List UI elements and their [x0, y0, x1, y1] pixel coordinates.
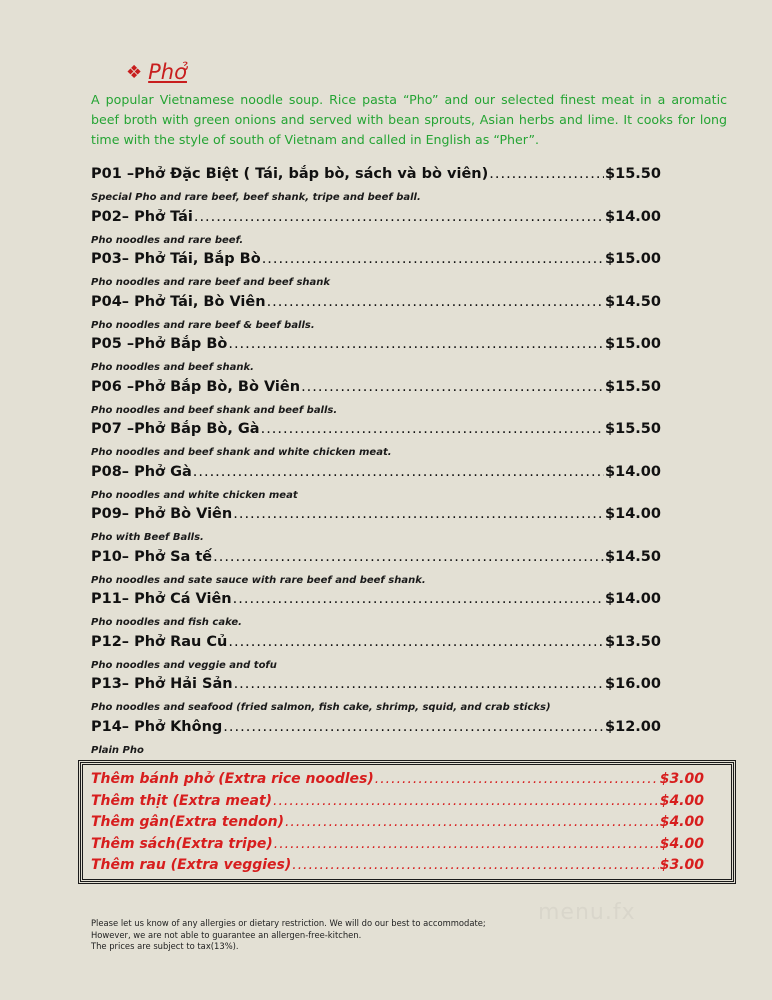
menu-item-description: Pho noodles and beef shank and white chicken meat. — [91, 447, 392, 458]
menu-item-name: P03– Phở Tái, Bắp Bò — [91, 251, 261, 267]
menu-item-description: Pho noodles and veggie and tofu — [91, 659, 277, 671]
dot-leader — [213, 549, 604, 565]
menu-list — [91, 166, 661, 761]
dot-leader — [194, 209, 604, 225]
menu-item-price: $15.50 — [605, 421, 661, 437]
section-heading — [126, 60, 187, 84]
menu-item-name: P07 –Phở Bắp Bò, Gà — [91, 421, 260, 437]
extra-item — [91, 836, 704, 858]
extra-item — [91, 771, 704, 793]
menu-item-price: $13.50 — [605, 633, 661, 650]
menu-item — [91, 379, 661, 401]
extra-item — [91, 857, 704, 879]
menu-item — [91, 336, 661, 358]
menu-item-name: P02– Phở Tái — [91, 208, 193, 225]
extra-item-name: Thêm sách(Extra tripe) — [91, 835, 273, 852]
menu-item-name: P08– Phở Gà — [91, 463, 192, 480]
extra-item-price: $4.00 — [659, 835, 704, 852]
menu-item-price: $14.50 — [605, 548, 661, 565]
menu-item-name: P11– Phở Cá Viên — [91, 591, 232, 607]
extra-item — [91, 814, 704, 836]
menu-item-price: $14.50 — [605, 293, 661, 310]
menu-item — [91, 676, 661, 698]
extra-item-name: Thêm thịt (Extra meat) — [91, 792, 273, 809]
menu-item — [91, 166, 661, 188]
menu-item-price: $15.50 — [605, 166, 661, 182]
dot-leader — [292, 857, 658, 873]
extra-item — [91, 793, 704, 815]
dot-leader — [228, 336, 604, 352]
dot-leader — [223, 719, 604, 735]
dot-leader — [233, 506, 604, 522]
menu-item-price: $15.00 — [605, 336, 661, 352]
watermark-logo: menu.fx — [538, 900, 636, 925]
menu-item-name: P05 –Phở Bắp Bò — [91, 336, 228, 352]
menu-item — [91, 251, 661, 273]
menu-item-description: Pho noodles and seafood (fried salmon, fish cake, shrimp, squid, and crab sticks) — [91, 702, 551, 713]
menu-item-description: Pho with Beef Balls. — [91, 532, 204, 543]
menu-item-price: $14.00 — [605, 506, 661, 522]
menu-item-price: $15.00 — [605, 251, 661, 267]
dot-leader — [301, 379, 604, 395]
extra-item-name: Thêm bánh phở (Extra rice noodles) — [91, 771, 374, 787]
allergy-notice-line: However, we are not able to guarantee an allergen-free-kitchen. — [91, 929, 362, 940]
menu-item-price: $14.00 — [605, 591, 661, 607]
dot-leader — [234, 676, 604, 692]
menu-item-description: Pho noodles and beef shank and beef balls. — [91, 404, 338, 416]
dot-leader — [274, 836, 659, 852]
allergy-notice — [91, 918, 486, 953]
dot-leader — [489, 166, 604, 182]
menu-item — [91, 421, 661, 443]
menu-item-description: Pho noodles and beef shank. — [91, 362, 254, 373]
menu-item-description: Pho noodles and white chicken meat — [91, 489, 298, 501]
menu-item-description: Pho noodles and rare beef. — [91, 234, 244, 246]
dot-leader — [193, 464, 604, 480]
menu-item-name: P14– Phở Không — [91, 718, 223, 735]
menu-item-price: $12.00 — [605, 718, 661, 735]
tax-notice: The prices are subject to tax(13%). — [91, 941, 239, 951]
menu-item-description: Pho noodles and rare beef & beef balls. — [91, 319, 315, 331]
extra-item-name: Thêm gân(Extra tendon) — [91, 814, 284, 831]
extra-item-price: $3.00 — [659, 857, 704, 874]
dot-leader — [267, 294, 604, 310]
menu-item-name: P10– Phở Sa tế — [91, 548, 213, 565]
menu-item — [91, 549, 661, 571]
dot-leader — [285, 814, 659, 830]
menu-item — [91, 719, 661, 741]
menu-item-name: P06 –Phở Bắp Bò, Bò Viên — [91, 378, 301, 395]
menu-item — [91, 634, 661, 656]
menu-item-name: P04– Phở Tái, Bò Viên — [91, 293, 266, 310]
menu-item — [91, 209, 661, 231]
menu-item-name: P13– Phở Hải Sản — [91, 676, 233, 692]
menu-item — [91, 294, 661, 316]
extra-item-name: Thêm rau (Extra veggies) — [91, 857, 292, 874]
extras-list — [91, 771, 704, 879]
menu-item-description: Special Pho and rare beef, beef shank, tripe and beef ball. — [91, 192, 421, 203]
section-intro: A popular Vietnamese noodle soup. Rice pasta “Pho” and our selected finest meat in a aromatic beef broth with green onions and served with bean sprouts, Asian herbs and lime. It cooks for long time with the style of south of Vietnam and called in English as “Pher”. — [91, 92, 727, 147]
extra-item-price: $4.00 — [659, 814, 704, 831]
dot-leader — [262, 251, 604, 267]
dot-leader — [233, 591, 604, 607]
diamond-bullet-icon: ❖ — [126, 61, 143, 83]
menu-item-description: Pho noodles and sate sauce with rare beef and beef shank. — [91, 574, 426, 586]
menu-item-price: $16.00 — [605, 676, 661, 692]
menu-item-description: Pho noodles and rare beef and beef shank — [91, 277, 331, 288]
allergy-notice-line: Please let us know of any allergies or dietary restriction. We will do our best to accommodate; — [91, 918, 486, 928]
menu-item — [91, 506, 661, 528]
dot-leader — [228, 634, 604, 650]
menu-item — [91, 591, 661, 613]
dot-leader — [375, 771, 659, 787]
menu-item-name: P12– Phở Rau Củ — [91, 633, 228, 650]
menu-item-price: $14.00 — [605, 208, 661, 225]
extra-item-price: $3.00 — [659, 771, 704, 787]
menu-item-description: Pho noodles and fish cake. — [91, 617, 242, 628]
menu-item-name: P01 –Phở Đặc Biệt ( Tái, bắp bò, sách và bò viên) — [91, 166, 489, 182]
dot-leader — [261, 421, 604, 437]
menu-item-name: P09– Phở Bò Viên — [91, 506, 233, 522]
extra-item-price: $4.00 — [659, 792, 704, 809]
menu-item-description: Plain Pho — [91, 744, 144, 756]
menu-item — [91, 464, 661, 486]
section-title: Phở — [148, 60, 187, 84]
menu-item-price: $14.00 — [605, 463, 661, 480]
dot-leader — [273, 793, 659, 809]
menu-item-price: $15.50 — [605, 378, 661, 395]
